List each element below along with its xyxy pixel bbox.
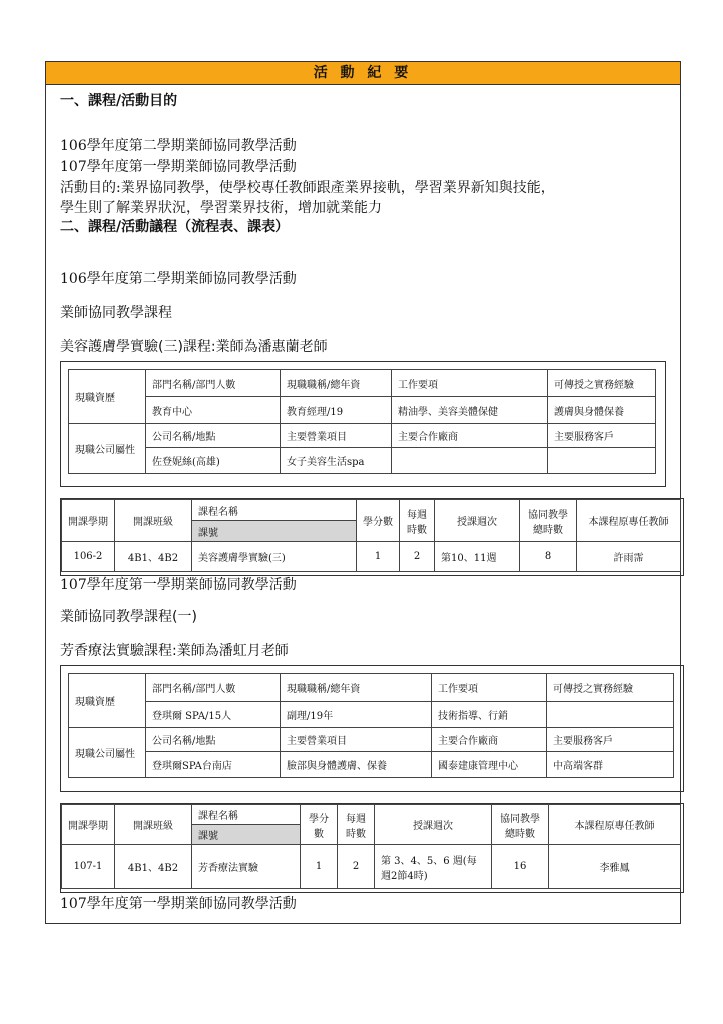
mentor-value-cell: 中高端客群 bbox=[547, 752, 674, 778]
company-attribute-label: 現職公司屬性 bbox=[69, 424, 146, 474]
mentor-header-cell: 可傳授之實務經驗 bbox=[547, 674, 674, 702]
teacher-header: 本課程原專任教師 bbox=[577, 500, 681, 542]
mentor-value-cell: 教育經理/19 bbox=[281, 397, 392, 424]
mentor-header-cell: 現職職稱/總年資 bbox=[281, 370, 392, 397]
mentor-value-cell bbox=[547, 702, 674, 728]
footer-semester-line: 107學年度第一學期業師協同教學活動 bbox=[60, 896, 297, 912]
course-credits: 1 bbox=[357, 542, 400, 572]
mentor-value-cell: 臉部與身體護膚、保養 bbox=[281, 752, 432, 778]
course-weekly-hours: 2 bbox=[338, 845, 375, 889]
mentor-header-cell: 工作要項 bbox=[432, 674, 547, 702]
mentor-value-cell bbox=[548, 448, 656, 474]
purpose-line-2: 107學年度第一學期業師協同教學活動 bbox=[60, 159, 297, 175]
mentor-header-cell: 公司名稱/地點 bbox=[146, 728, 281, 752]
term-header: 開課學期 bbox=[62, 500, 115, 542]
block2-course-series: 業師協同教學課程(一) bbox=[60, 609, 197, 625]
current-experience-label: 現職資歷 bbox=[69, 674, 146, 728]
block1-mentor-table bbox=[68, 369, 656, 474]
course-code-header: 課號 bbox=[192, 521, 357, 542]
block1-course-table bbox=[61, 499, 681, 572]
mentor-header-cell: 主要服務客戶 bbox=[548, 424, 656, 448]
weekly-hours-header: 每週時數 bbox=[400, 500, 435, 542]
mentor-value-cell: 女子美容生活spa bbox=[281, 448, 392, 474]
course-name: 美容護膚學實驗(三) bbox=[192, 542, 357, 572]
course-name: 芳香療法實驗 bbox=[192, 845, 301, 889]
purpose-line-3: 活動目的:業界協同教學，使學校專任教師跟產業界接軌，學習業界新知與技能， bbox=[60, 180, 555, 196]
course-total-hours: 8 bbox=[520, 542, 577, 572]
mentor-value-cell: 佐登妮絲(高雄) bbox=[146, 448, 281, 474]
mentor-header-cell: 主要合作廠商 bbox=[392, 424, 548, 448]
mentor-value-cell: 技術指導、行銷 bbox=[432, 702, 547, 728]
weeks-header: 授課週次 bbox=[375, 805, 492, 845]
mentor-value-cell: 精油學、美容美體保健 bbox=[392, 397, 548, 424]
section1-heading: 一、課程/活動目的 bbox=[60, 93, 178, 109]
course-teacher: 許雨霈 bbox=[577, 542, 681, 572]
course-class: 4B1、4B2 bbox=[115, 845, 192, 889]
weekly-hours-header: 每週時數 bbox=[338, 805, 375, 845]
mentor-header-cell: 主要服務客戶 bbox=[547, 728, 674, 752]
mentor-value-cell bbox=[392, 448, 548, 474]
mentor-value-cell: 護膚與身體保養 bbox=[548, 397, 656, 424]
mentor-value-cell: 登琪爾SPA台南店 bbox=[146, 752, 281, 778]
purpose-line-1: 106學年度第二學期業師協同教學活動 bbox=[60, 138, 297, 154]
mentor-value-cell: 教育中心 bbox=[146, 397, 281, 424]
course-class: 4B1、4B2 bbox=[115, 542, 192, 572]
mentor-header-cell: 可傳授之實務經驗 bbox=[548, 370, 656, 397]
total-hours-header: 協同教學總時數 bbox=[492, 805, 549, 845]
course-term: 107-1 bbox=[62, 845, 115, 889]
mentor-header-cell: 主要合作廠商 bbox=[432, 728, 547, 752]
block1-course-mentor: 美容護膚學實驗(三)課程:業師為潘惠蘭老師 bbox=[60, 339, 328, 355]
mentor-header-cell: 部門名稱/部門人數 bbox=[146, 674, 281, 702]
course-weekly-hours: 2 bbox=[400, 542, 435, 572]
course-name-header: 課程名稱 bbox=[192, 805, 301, 825]
course-credits: 1 bbox=[301, 845, 338, 889]
block1-course-series: 業師協同教學課程 bbox=[60, 305, 172, 321]
mentor-header-cell: 公司名稱/地點 bbox=[146, 424, 281, 448]
total-hours-header: 協同教學總時數 bbox=[520, 500, 577, 542]
mentor-header-cell: 現職職稱/總年資 bbox=[281, 674, 432, 702]
current-experience-label: 現職資歷 bbox=[69, 370, 146, 424]
course-code-header: 課號 bbox=[192, 825, 301, 845]
credits-header: 學分數 bbox=[301, 805, 338, 845]
mentor-header-cell: 部門名稱/部門人數 bbox=[146, 370, 281, 397]
mentor-value-cell: 國泰建康管理中心 bbox=[432, 752, 547, 778]
course-teacher: 李雅鳳 bbox=[549, 845, 681, 889]
course-term: 106-2 bbox=[62, 542, 115, 572]
course-name-header: 課程名稱 bbox=[192, 500, 357, 521]
term-header: 開課學期 bbox=[62, 805, 115, 845]
mentor-header-cell: 工作要項 bbox=[392, 370, 548, 397]
section2-heading: 二、課程/活動議程（流程表、課表） bbox=[60, 219, 290, 235]
class-header: 開課班級 bbox=[115, 500, 192, 542]
mentor-header-cell: 主要營業項目 bbox=[281, 728, 432, 752]
weeks-header: 授課週次 bbox=[435, 500, 520, 542]
course-total-hours: 16 bbox=[492, 845, 549, 889]
course-weeks: 第10、11週 bbox=[435, 542, 520, 572]
class-header: 開課班級 bbox=[115, 805, 192, 845]
block2-mentor-table bbox=[68, 673, 674, 778]
credits-header: 學分數 bbox=[357, 500, 400, 542]
course-weeks: 第 3、4、5、6 週(每週2節4時) bbox=[375, 845, 492, 889]
mentor-header-cell: 主要營業項目 bbox=[281, 424, 392, 448]
mentor-value-cell: 登琪爾 SPA/15人 bbox=[146, 702, 281, 728]
company-attribute-label: 現職公司屬性 bbox=[69, 728, 146, 778]
page-title: 活 動 紀 要 bbox=[46, 62, 680, 85]
teacher-header: 本課程原專任教師 bbox=[549, 805, 681, 845]
block2-course-mentor: 芳香療法實驗課程:業師為潘虹月老師 bbox=[60, 643, 289, 659]
block2-course-table bbox=[61, 804, 681, 889]
mentor-value-cell: 副理/19年 bbox=[281, 702, 432, 728]
purpose-line-4: 學生則了解業界狀況，學習業界技術，增加就業能力 bbox=[60, 200, 382, 216]
block1-semester-line: 106學年度第二學期業師協同教學活動 bbox=[60, 271, 297, 287]
block2-semester-line: 107學年度第一學期業師協同教學活動 bbox=[60, 577, 297, 593]
